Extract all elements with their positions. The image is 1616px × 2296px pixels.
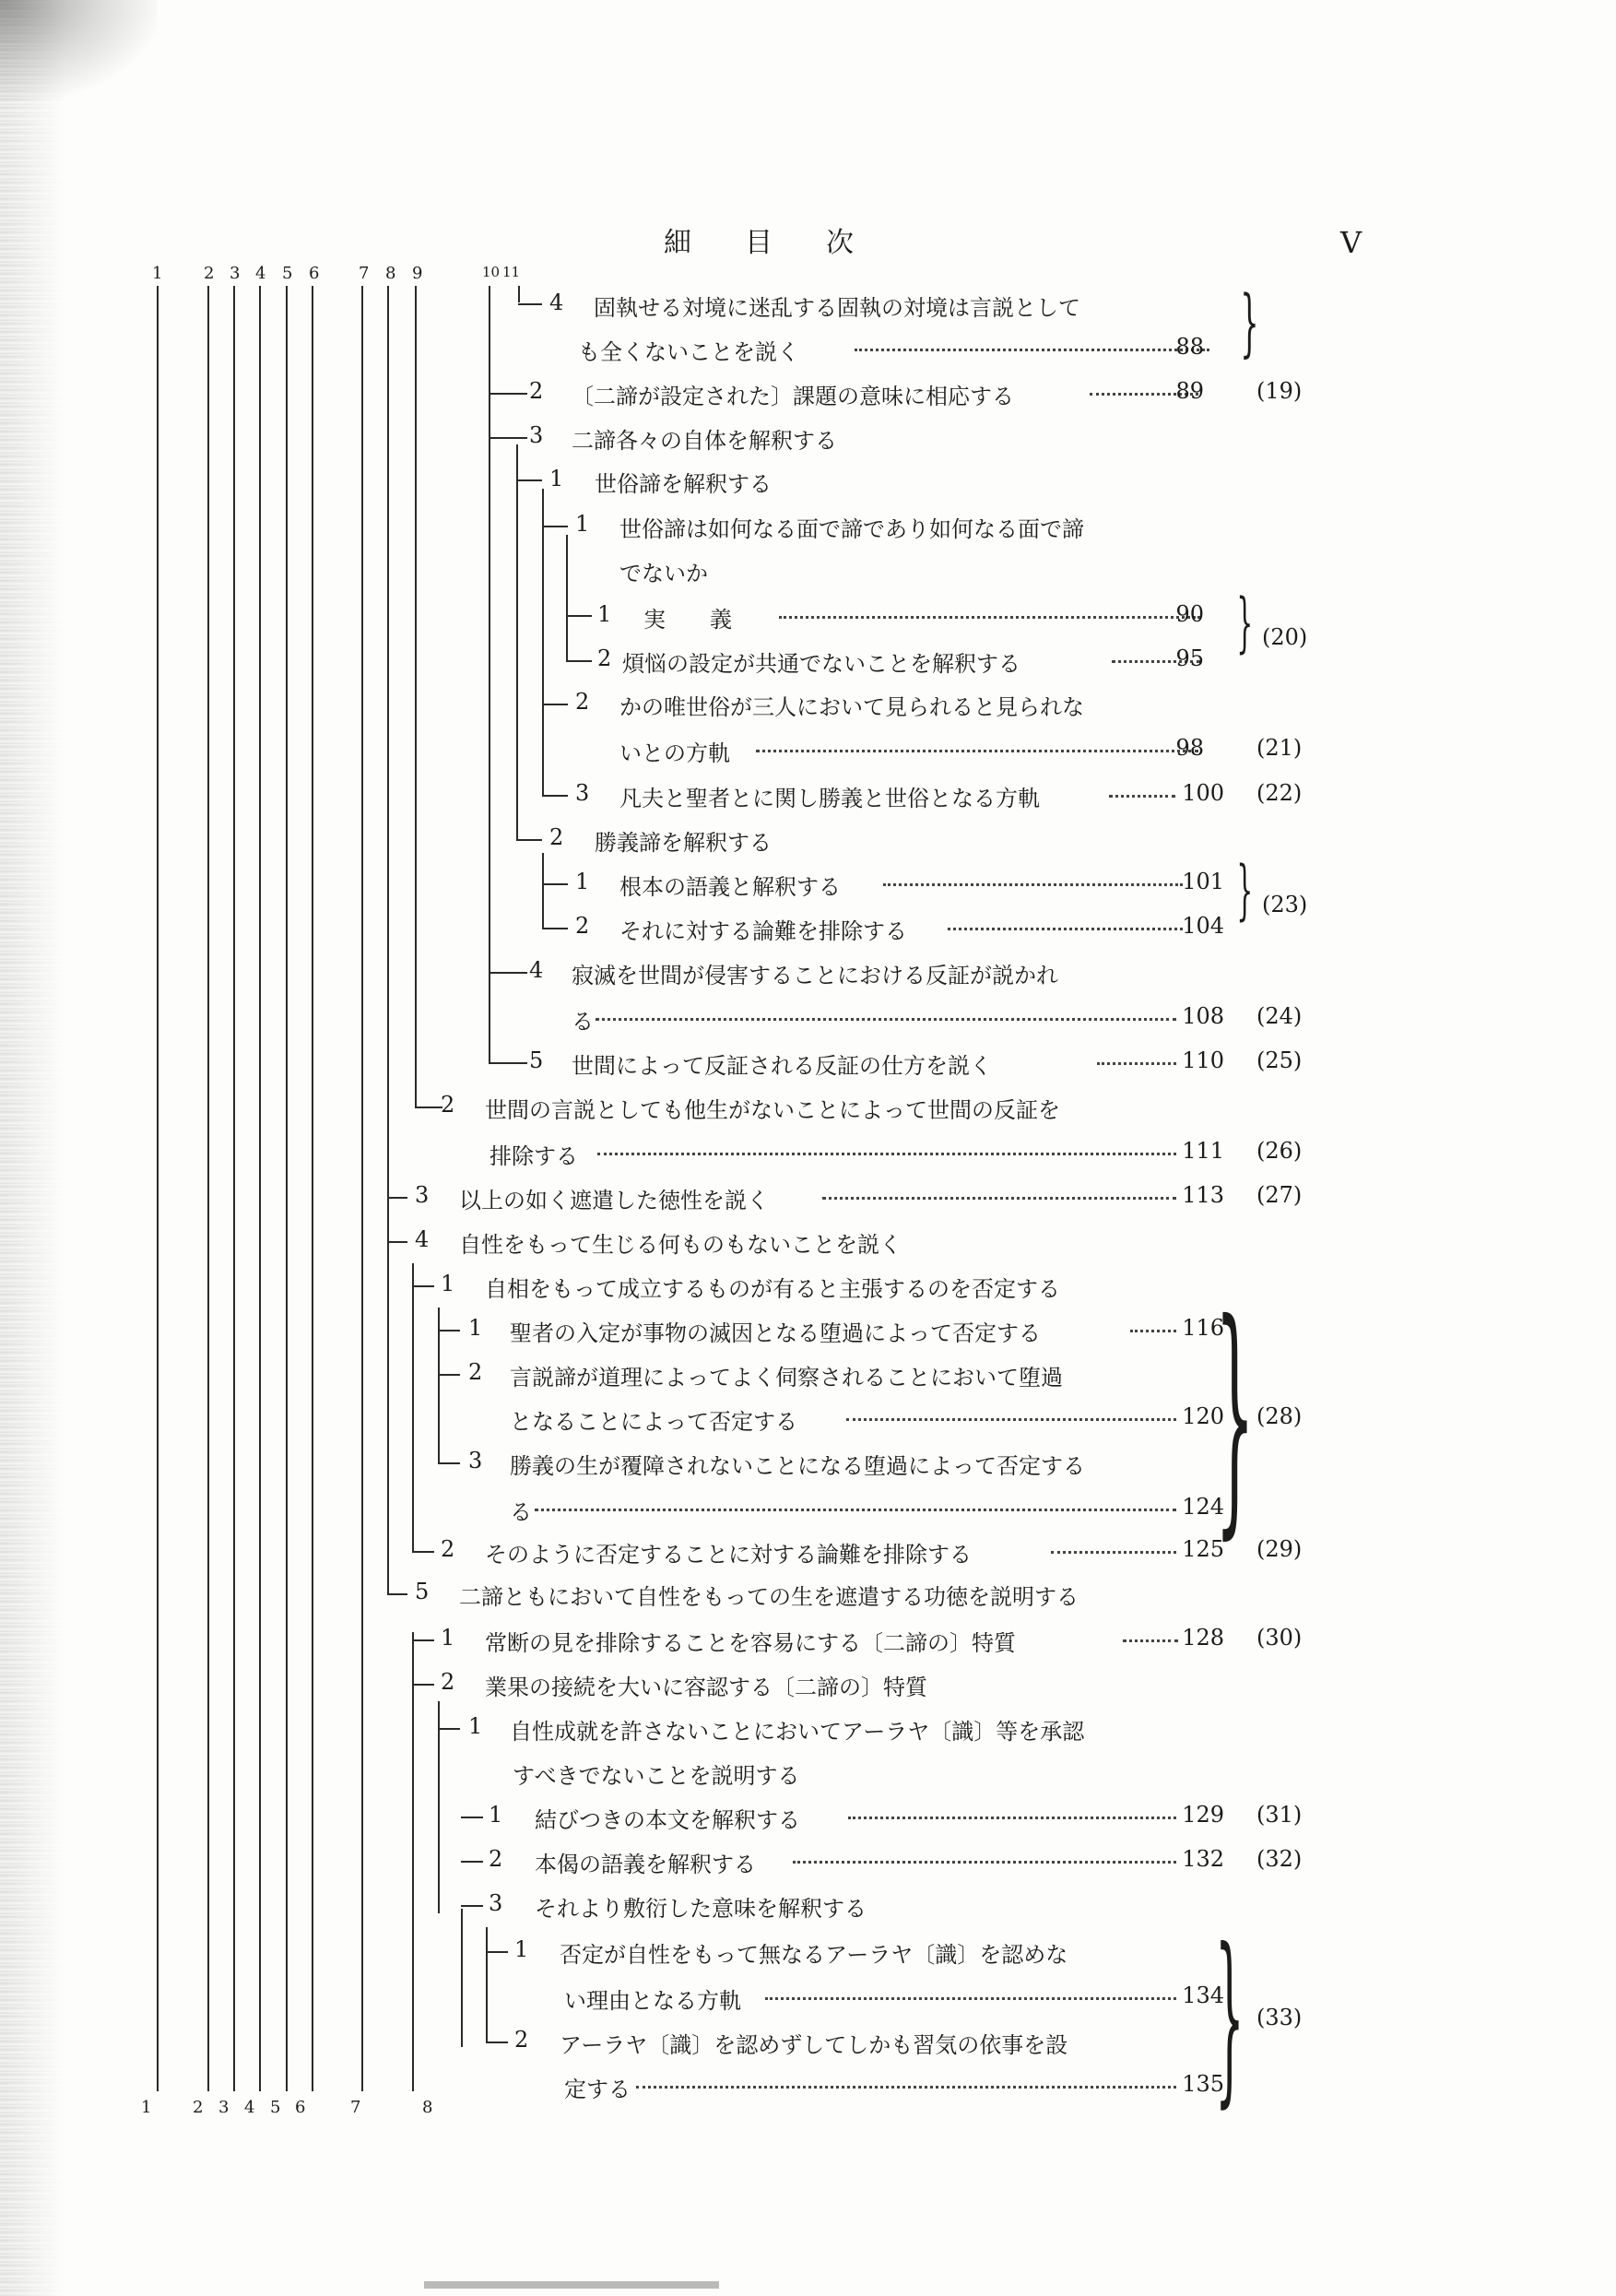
brace: } xyxy=(1240,279,1259,365)
entry-number: 1 xyxy=(468,1713,483,1739)
column-number-bottom: 8 xyxy=(422,2098,433,2117)
entry-title: 勝義諦を解釈する xyxy=(595,830,772,856)
entry-page: 98 xyxy=(1175,735,1204,761)
tree-line xyxy=(415,286,417,1107)
tree-branch xyxy=(461,1905,483,1907)
column-number-top: 4 xyxy=(255,264,266,283)
entry-number: 3 xyxy=(415,1182,430,1208)
tree-branch xyxy=(438,1462,460,1464)
entry-title: 世俗諦を解釈する xyxy=(595,471,772,497)
column-number-bottom: 6 xyxy=(295,2098,306,2117)
column-number-bottom: 5 xyxy=(270,2098,281,2117)
section-number: (21) xyxy=(1256,735,1303,761)
tree-line xyxy=(566,535,568,662)
entry-number: 1 xyxy=(549,466,564,491)
entry-page: 134 xyxy=(1182,1982,1224,2008)
leader-dots xyxy=(596,1018,1176,1021)
entry-title: る xyxy=(510,1499,532,1525)
leader-dots xyxy=(793,1861,1176,1864)
entry-page: 113 xyxy=(1182,1182,1224,1208)
brace: } xyxy=(1236,852,1254,928)
entry-number: 2 xyxy=(489,1846,503,1872)
tree-branch xyxy=(412,1285,434,1287)
column-number-bottom: 3 xyxy=(218,2098,230,2117)
tree-branch xyxy=(542,883,568,885)
entry-page: 101 xyxy=(1182,869,1224,894)
entry-page: 90 xyxy=(1175,601,1204,627)
entry-number: 1 xyxy=(575,869,590,894)
tree-line xyxy=(518,286,520,302)
entry-number: 3 xyxy=(529,422,544,448)
entry-number: 2 xyxy=(597,645,612,671)
scan-shadow-corner xyxy=(0,0,157,101)
leader-dots xyxy=(846,1418,1176,1421)
entry-number: 2 xyxy=(529,378,544,404)
entry-title: 否定が自性をもって無なるアーラヤ〔識〕を認めな xyxy=(560,1942,1068,1968)
section-number: (26) xyxy=(1256,1138,1303,1164)
tree-branch xyxy=(461,1861,483,1863)
entry-title: でないか xyxy=(619,561,708,586)
entry-number: 1 xyxy=(468,1315,483,1341)
leader-dots xyxy=(883,883,1183,886)
tree-branch xyxy=(438,1728,460,1730)
tree-line xyxy=(233,286,235,2091)
tree-line xyxy=(157,286,159,2091)
entry-title: る xyxy=(572,1009,594,1035)
tree-branch xyxy=(438,1374,460,1376)
entry-title: 凡夫と聖者とに関し勝義と世俗となる方軌 xyxy=(619,786,1040,811)
entry-title: すべきでないことを説明する xyxy=(513,1763,800,1789)
entry-number: 5 xyxy=(415,1579,430,1604)
scan-artifact xyxy=(424,2281,719,2289)
entry-title: い理由となる方軌 xyxy=(564,1988,741,2014)
tree-branch xyxy=(489,393,527,395)
tree-branch xyxy=(387,1593,407,1595)
column-number-top: 6 xyxy=(309,264,320,283)
tree-line xyxy=(489,286,490,1062)
entry-title: 世俗諦は如何なる面で諦であり如何なる面で諦 xyxy=(619,516,1084,542)
entry-title: 聖者の入定が事物の滅因となる堕過によって否定する xyxy=(510,1320,1041,1346)
tree-branch xyxy=(489,972,527,974)
entry-title: 定する xyxy=(564,2077,631,2102)
column-number-bottom: 7 xyxy=(350,2098,361,2117)
tree-line xyxy=(461,1909,463,2047)
entry-title: 世間によって反証される反証の仕方を説く xyxy=(572,1053,992,1079)
tree-branch xyxy=(542,928,568,929)
entry-title: かの唯世俗が三人において見られると見られな xyxy=(619,694,1084,720)
leader-dots xyxy=(765,1997,1176,2000)
entry-page: 135 xyxy=(1182,2071,1224,2097)
section-number: (31) xyxy=(1256,1802,1303,1828)
entry-page: 125 xyxy=(1182,1536,1224,1562)
entry-number: 2 xyxy=(575,913,590,939)
tree-branch xyxy=(461,1817,483,1818)
entry-title: それに対する論難を排除する xyxy=(619,918,907,944)
section-number: (25) xyxy=(1256,1047,1303,1073)
tree-branch xyxy=(486,2042,508,2043)
tree-branch xyxy=(489,437,527,439)
entry-number: 1 xyxy=(441,1271,455,1296)
entry-title: 常断の見を排除することを容易にする〔二諦の〕特質 xyxy=(485,1630,1016,1656)
tree-branch xyxy=(516,839,542,841)
entry-page: 124 xyxy=(1182,1494,1224,1520)
tree-line xyxy=(387,286,389,1593)
column-number-top: 3 xyxy=(230,264,241,283)
tree-branch xyxy=(542,704,568,705)
tree-branch xyxy=(489,1062,527,1064)
column-number-bottom: 2 xyxy=(193,2098,204,2117)
entry-title: 実 義 xyxy=(643,607,732,633)
tree-branch xyxy=(542,526,568,527)
section-number: (27) xyxy=(1256,1182,1303,1208)
tree-branch xyxy=(516,479,542,481)
entry-number: 1 xyxy=(514,1936,529,1962)
entry-page: 108 xyxy=(1182,1003,1224,1029)
tree-branch xyxy=(412,1684,434,1686)
entry-title: 自相をもって成立するものが有ると主張するのを否定する xyxy=(485,1276,1060,1302)
leader-dots xyxy=(848,1817,1176,1819)
entry-number: 1 xyxy=(575,511,590,537)
entry-title: 根本の語義と解釈する xyxy=(619,874,841,900)
section-number: (29) xyxy=(1256,1536,1303,1562)
tree-branch xyxy=(387,1241,407,1243)
entry-title: そのように否定することに対する論難を排除する xyxy=(485,1542,972,1568)
tree-branch xyxy=(566,660,592,662)
section-number: (23) xyxy=(1262,892,1308,917)
entry-number: 2 xyxy=(468,1359,483,1385)
entry-title: 勝義の生が覆障されないことになる堕過によって否定する xyxy=(510,1453,1085,1479)
entry-title: 排除する xyxy=(490,1143,578,1169)
entry-title: 本偈の語義を解釈する xyxy=(535,1852,756,1877)
tree-line xyxy=(259,286,261,2091)
entry-title: 言説諦が道理によってよく伺察されることにおいて堕過 xyxy=(510,1365,1063,1391)
tree-branch xyxy=(387,1197,407,1199)
entry-page: 120 xyxy=(1182,1403,1224,1429)
entry-title: 業果の接続を大いに容認する〔二諦の〕特質 xyxy=(485,1675,927,1700)
entry-page: 111 xyxy=(1182,1138,1224,1164)
tree-branch xyxy=(542,795,568,797)
tree-branch xyxy=(412,1639,434,1641)
entry-number: 1 xyxy=(441,1625,455,1651)
brace: } xyxy=(1236,585,1254,660)
section-number: (20) xyxy=(1262,624,1308,650)
tree-line xyxy=(412,1632,414,2091)
column-number-top: 5 xyxy=(282,264,293,283)
entry-title: 固執せる対境に迷乱する固執の対境は言説として xyxy=(594,295,1080,321)
entry-number: 3 xyxy=(489,1890,503,1916)
entry-title: それより敷衍した意味を解釈する xyxy=(535,1896,867,1922)
section-number: (22) xyxy=(1256,780,1303,806)
entry-page: 104 xyxy=(1182,913,1224,939)
entry-page: 132 xyxy=(1182,1846,1224,1872)
tree-line xyxy=(312,286,313,2091)
tree-line xyxy=(516,444,518,841)
section-number: (30) xyxy=(1256,1625,1303,1651)
tree-line xyxy=(438,1701,440,1913)
tree-line xyxy=(286,286,288,2091)
tree-line xyxy=(542,489,544,797)
tree-line xyxy=(486,1927,488,2042)
leader-dots xyxy=(636,2086,1176,2089)
entry-title: 自性をもって生じる何ものもないことを説く xyxy=(459,1232,902,1258)
tree-branch xyxy=(566,615,592,617)
entry-page: 88 xyxy=(1175,334,1204,360)
entry-page: 128 xyxy=(1182,1625,1224,1651)
section-number: (19) xyxy=(1256,378,1303,404)
leader-dots xyxy=(756,750,1198,752)
column-number-top: 2 xyxy=(204,264,215,283)
column-number-bottom: 1 xyxy=(141,2098,152,2117)
page-title: 細目次 xyxy=(664,227,907,259)
entry-number: 1 xyxy=(597,601,612,627)
entry-page: 116 xyxy=(1182,1315,1224,1341)
tree-line xyxy=(412,1263,414,1551)
tree-line xyxy=(542,853,544,929)
entry-title: 二諦各々の自体を解釈する xyxy=(572,428,837,454)
tree-branch xyxy=(415,1107,442,1108)
entry-number: 4 xyxy=(415,1226,430,1252)
entry-title: 煩悩の設定が共通でないことを解釈する xyxy=(622,651,1020,677)
column-number-top: 7 xyxy=(359,264,370,283)
entry-title: 寂滅を世間が侵害することにおける反証が説かれ xyxy=(572,963,1058,988)
entry-title: 〔二諦が設定された〕課題の意味に相応する xyxy=(572,384,1014,409)
entry-title: いとの方軌 xyxy=(619,740,730,766)
entry-number: 4 xyxy=(549,290,564,315)
entry-number: 2 xyxy=(549,824,564,850)
entry-number: 2 xyxy=(441,1092,455,1118)
entry-page: 110 xyxy=(1182,1047,1224,1073)
leader-dots xyxy=(535,1509,1176,1511)
section-number: (33) xyxy=(1256,2005,1303,2030)
entry-number: 2 xyxy=(575,689,590,715)
entry-title: 自性成就を許さないことにおいてアーラヤ〔識〕等を承認 xyxy=(510,1719,1085,1745)
entry-page: 129 xyxy=(1182,1802,1224,1828)
page-folio: V xyxy=(1340,225,1362,260)
entry-number: 3 xyxy=(468,1448,483,1473)
section-number: (28) xyxy=(1256,1403,1303,1429)
scan-shadow-edge xyxy=(0,0,65,2296)
brace: } xyxy=(1215,1270,1255,1560)
tree-branch xyxy=(438,1330,460,1331)
entry-title: も全くないことを説く xyxy=(578,339,799,365)
leader-dots xyxy=(822,1197,1176,1200)
column-number-top: 8 xyxy=(385,264,396,283)
entry-title: アーラヤ〔識〕を認めずしてしかも習気の依事を設 xyxy=(560,2032,1068,2058)
entry-page: 89 xyxy=(1175,378,1204,404)
entry-title: 以上の如く遮遣した徳性を説く xyxy=(459,1188,769,1213)
brace: } xyxy=(1215,1910,1244,2124)
section-number: (24) xyxy=(1256,1003,1303,1029)
entry-page: 100 xyxy=(1182,780,1224,806)
column-number-top: 11 xyxy=(502,264,521,280)
entry-number: 2 xyxy=(514,2027,529,2053)
column-number-bottom: 4 xyxy=(244,2098,255,2117)
entry-number: 5 xyxy=(529,1047,544,1073)
section-number: (32) xyxy=(1256,1846,1303,1872)
entry-page: 95 xyxy=(1175,645,1204,671)
entry-number: 1 xyxy=(489,1802,503,1828)
entry-title: 結びつきの本文を解釈する xyxy=(535,1807,800,1833)
tree-branch xyxy=(486,1951,508,1953)
column-number-top: 1 xyxy=(152,264,163,283)
entry-number: 2 xyxy=(441,1669,455,1695)
entry-title: となることによって否定する xyxy=(510,1409,797,1435)
tree-line xyxy=(207,286,209,2091)
leader-dots xyxy=(597,1153,1176,1155)
entry-number: 3 xyxy=(575,780,590,806)
tree-branch xyxy=(412,1551,434,1553)
tree-branch xyxy=(518,303,542,305)
column-number-top: 10 xyxy=(482,264,501,280)
entry-number: 4 xyxy=(529,957,544,983)
column-number-top: 9 xyxy=(412,264,423,283)
entry-number: 2 xyxy=(441,1536,455,1562)
entry-title: 二諦ともにおいて自性をもっての生を遮遣する功徳を説明する xyxy=(459,1584,1079,1610)
tree-line xyxy=(361,286,363,2091)
entry-title: 世間の言説としても他生がないことによって世間の反証を xyxy=(485,1097,1060,1123)
